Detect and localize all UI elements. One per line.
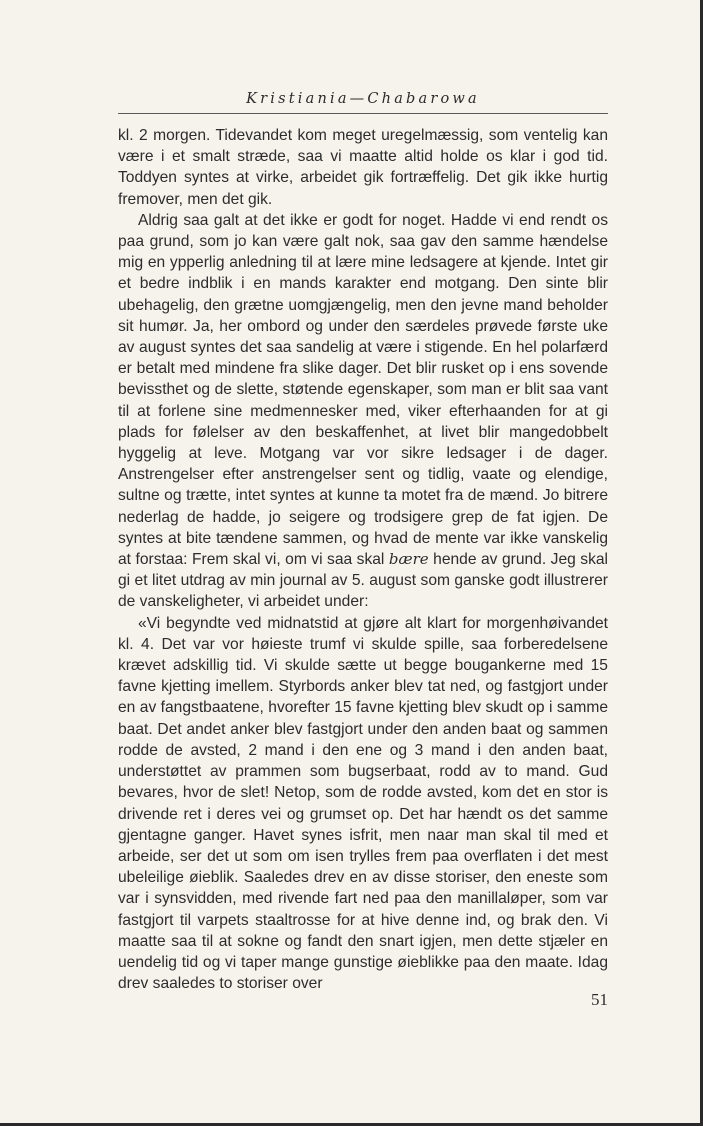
body-text	[118, 125, 608, 994]
paragraph-2-text-a: Aldrig saa galt at det ikke er godt for noget. Hadde vi end rendt os paa grund, som jo kan være galt nok, saa gav den samme hændelse mig en ypperlig anledning til at lære mine ledsagere at kjende. Intet gir et bedre indblik i en mands karakter end motgang. Den sinte blir ubehagelig, den grætne uomgjængelig, men den jevne mand beholder sit humør. Ja, her ombord og under den særdeles prøvede første uke av august syntes det saa sandelig at være i stigende. En hel polarfærd er betalt med mindene fra slike dager. Det blir rusket op i ens sovende bevissthet og de slette, støtende egenskaper, som man er blit saa vant til at forlene sine medmennesker med, viker efterhaanden for at gi plads for følelser av den beskaffenhet, at livet blir mangedobbelt hyggelig at leve. Motgang var vor sikre ledsager i de dager. Anstrengelser efter anstrengelser sent og tidlig, vaate og elendige, sultne og trætte, intet syntes at kunne ta motet fra de mænd. Jo bitrere nederlag de hadde, jo seigere og trodsigere grep de fat igjen. De syntes at bite tændene sammen, og hvad de mente var ikke vanskelig at forstaa: Frem skal vi, om vi saa skal	[118, 211, 608, 569]
paragraph-3: «Vi begyndte ved midnatstid at gjøre alt klart for morgenhøivandet kl. 4. Det var vor høieste trumf vi skulde spille, saa forberedelsene krævet adskillig tid. Vi skulde sætte ut begge bougankerne med 15 favne kjetting imellem. Styrbords anker blev tat ned, og fastgjort under en av fangstbaatene, hvorefter 15 favne kjetting blev skudt op i samme baat. Det andet anker blev fastgjort under den anden baat og sammen rodde de avsted, 2 mand i den ene og 3 mand i den anden baat, understøttet av prammen som bugserbaat, rodd av to mand. Gud bevares, hvor de slet! Netop, som de rodde avsted, kom det en stor is drivende ret i deres vei og grumset op. Det har hændt os det samme gjentagne ganger. Havet synes isfrit, men naar man skal til med et arbeide, ser det ut som om isen trylles frem paa overflaten i det mest ubeleilige øieblik. Saaledes drev en av disse storiser, den eneste som var i synsvidden, med rivende fart ned paa den manillaløper, som var fastgjort til varpets staaltrosse for at hive denne ind, og brak den. Vi maatte saa til at sokne og fandt den snart igjen, men dette stjæler en uendelig tid og vi taper mange gunstige øieblikke paa den maate. Idag drev saaledes to storiser over	[118, 614, 608, 993]
paragraph-1: kl. 2 morgen. Tidevandet kom meget uregelmæssig, som ventelig kan være i et smalt stræde, saa vi maatte altid holde os klar i god tid. Toddyen syntes at virke, arbeidet gik fortræffelig. Det gik ikke hurtig fremover, men det gik.	[118, 127, 608, 208]
paragraph-2	[118, 210, 608, 613]
header-rule	[118, 113, 608, 114]
paragraph-2-text-b: hende av grund. Jeg skal gi et litet utdrag av min journal av 5. august som ganske godt illustrerer de vanskeligheter, vi arbeidet under:	[118, 551, 609, 611]
page-number: 51	[591, 990, 608, 1009]
paragraph-2-emphasis: bære	[388, 550, 429, 569]
running-head: Kristiania—Chabarowa	[246, 91, 480, 107]
